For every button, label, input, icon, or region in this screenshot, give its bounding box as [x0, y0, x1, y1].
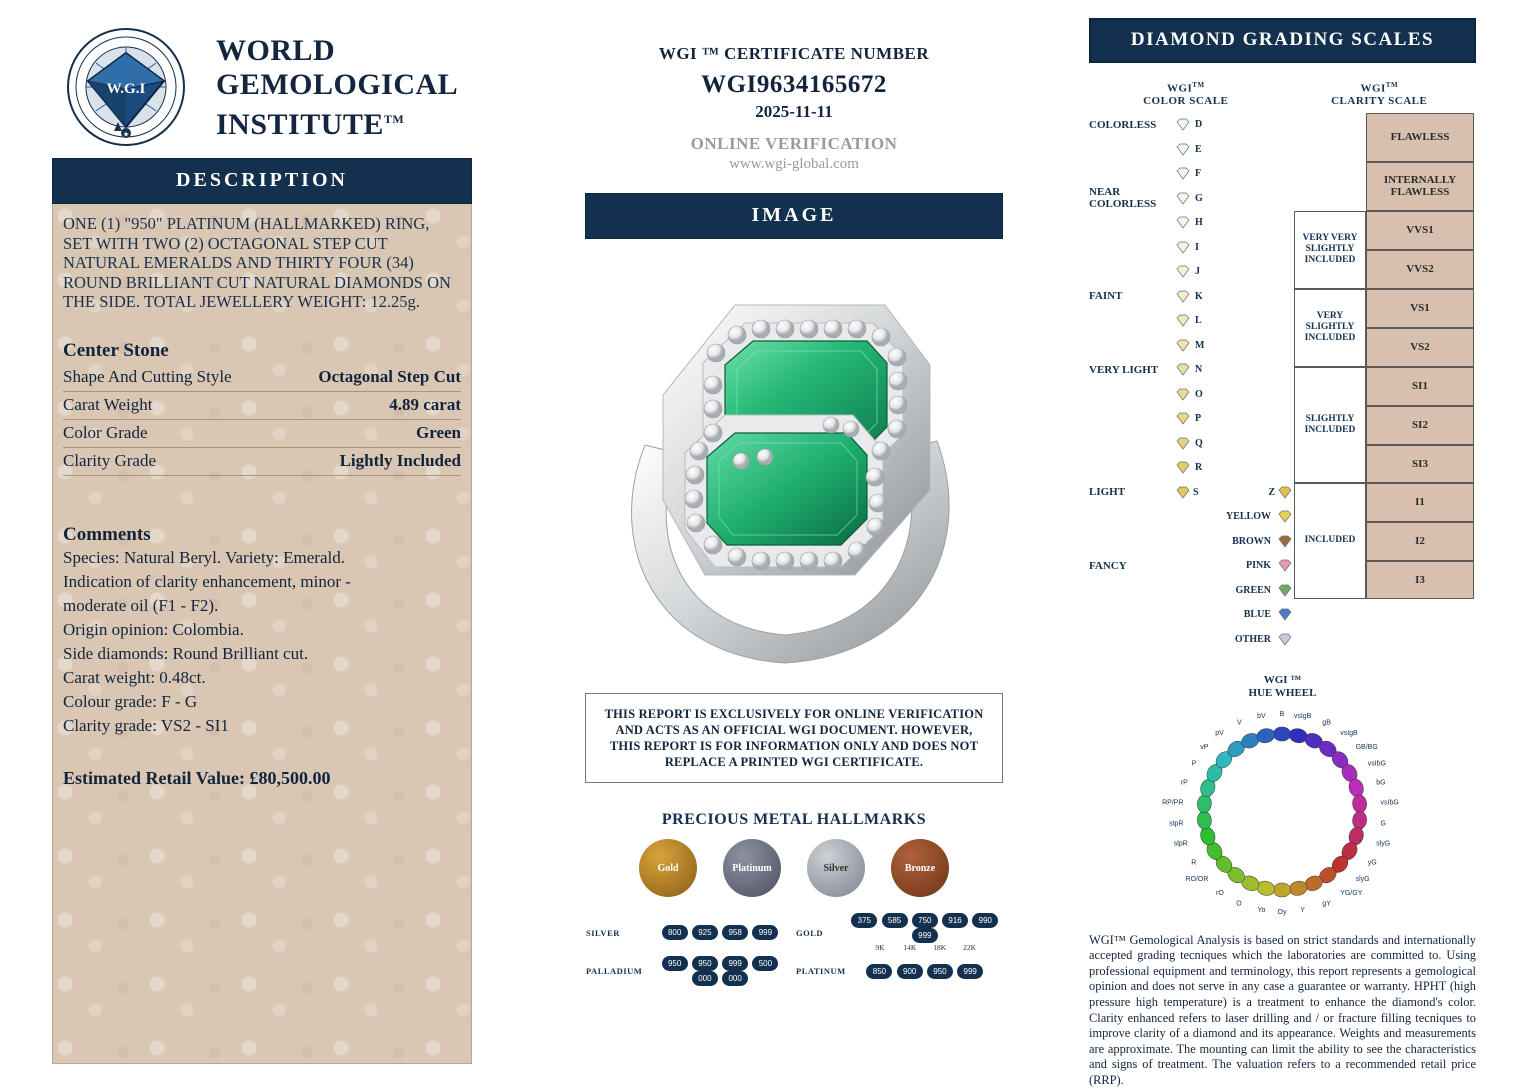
color-group-light: LIGHT S Z: [1089, 480, 1294, 505]
platinum-pills: [847, 954, 1003, 988]
silver-pills: [645, 911, 795, 954]
online-verification-label: ONLINE VERIFICATION: [690, 134, 898, 153]
brand-logo: [52, 18, 472, 158]
comment-line: Clarity grade: VS2 - SI1: [63, 715, 229, 735]
svg-text:GB/BG: GB/BG: [1355, 743, 1378, 751]
grading-scales-header: DIAMOND GRADING SCALES: [1089, 18, 1476, 63]
hallmark-pill: 999: [912, 928, 938, 943]
report-notice: THIS REPORT IS EXCLUSIVELY FOR ONLINE VERIFICATION AND ACTS AS AN OFFICIAL WGI DOCUMENT. HOWEVER, THIS REPORT IS FOR INFORMATION ONLY AND DOES NOT REPLACE A PRINTED WGI CERTIFICATE.: [585, 693, 1003, 783]
hallmark-pill: 916: [942, 913, 968, 928]
color-letter-row: M: [1089, 333, 1294, 358]
table-row: [585, 954, 1003, 988]
row-label: Shape And Cutting Style: [63, 366, 232, 386]
hallmark-pill: 375: [851, 913, 877, 928]
scale-headers: [1089, 81, 1476, 107]
fancy-row: GREEN: [1089, 578, 1294, 603]
hallmark-pill: 990: [972, 913, 998, 928]
right-column: [1089, 18, 1476, 1089]
comment-line: Colour grade: F - G: [63, 691, 198, 711]
svg-text:YG/GY: YG/GY: [1340, 889, 1363, 897]
fancy-row: BLUE: [1089, 603, 1294, 628]
row-value: Octagonal Step Cut: [318, 366, 461, 386]
svg-text:O: O: [1236, 900, 1242, 908]
fancy-row: BROWN: [1089, 529, 1294, 554]
clarity-i2: I2: [1366, 522, 1474, 561]
row-label: Color Grade: [63, 422, 148, 442]
clarity-scale-title: WGI™ CLARITY SCALE: [1331, 81, 1428, 107]
color-letter-row: I: [1089, 235, 1294, 260]
platinum-seal-icon: Platinum: [723, 839, 781, 897]
fancy-row: FANCY PINK: [1089, 554, 1294, 579]
clarity-vs1: VS1: [1366, 289, 1474, 328]
comment-line: Species: Natural Beryl. Variety: Emerald.: [63, 547, 345, 567]
bronze-seal-icon: Bronze: [891, 839, 949, 897]
color-scale: [1089, 113, 1294, 652]
platinum-label: PLATINUM: [796, 966, 846, 976]
gold-karat-subs: 9K 14K 18K 22K: [875, 943, 977, 952]
color-letter-row: E: [1089, 137, 1294, 162]
row-value: Lightly Included: [339, 450, 461, 470]
brand-name: [216, 34, 458, 142]
color-group-very-light: VERY LIGHT N: [1089, 363, 1203, 376]
svg-text:P: P: [1191, 760, 1197, 768]
svg-text:R: R: [1191, 859, 1197, 867]
clarity-scale: [1294, 113, 1474, 652]
svg-text:Oy: Oy: [1277, 908, 1287, 916]
fancy-row: YELLOW: [1089, 505, 1294, 530]
grading-scales: [1089, 81, 1476, 652]
hallmark-pill: 500: [752, 956, 778, 971]
table-row: [63, 364, 461, 392]
certificate-number: WGI9634165672: [701, 71, 887, 98]
hallmark-pill: 950: [927, 964, 953, 979]
hallmark-pill: 950: [662, 956, 688, 971]
svg-text:rP: rP: [1180, 779, 1188, 787]
image-header: IMAGE: [585, 193, 1003, 239]
clarity-if: INTERNALLY FLAWLESS: [1366, 162, 1474, 211]
description-header: DESCRIPTION: [52, 158, 472, 204]
comments-title: Comments: [63, 523, 151, 545]
svg-text:vsIgB: vsIgB: [1293, 712, 1312, 720]
clarity-vvs1: VVS1: [1366, 211, 1474, 250]
hallmark-pill: 999: [752, 925, 778, 940]
svg-text:bV: bV: [1257, 712, 1266, 720]
clarity-si1: SI1: [1366, 367, 1474, 406]
color-letter-row: F: [1089, 162, 1294, 187]
row-label: Clarity Grade: [63, 450, 156, 470]
table-row: [63, 448, 461, 476]
clarity-si2: SI2: [1366, 406, 1474, 445]
silver-seal-icon: Silver: [807, 839, 865, 897]
description-text: ONE (1) "950" PLATINUM (HALLMARKED) RING, SET WITH TWO (2) OCTAGONAL STEP CUT NATURAL EMERALDS AND THIRTY FOUR (34) ROUND BRILLIANT CUT NATURAL DIAMONDS ON THE SIDE. TOTAL JEWELLERY WEIGHT: 12.25g.: [63, 214, 451, 311]
clarity-i3: I3: [1366, 561, 1474, 599]
table-row: [585, 911, 1003, 954]
wgi-badge-icon: [52, 23, 212, 153]
palladium-pills: [645, 954, 795, 988]
hallmarks-title: PRECIOUS METAL HALLMARKS: [661, 811, 927, 828]
hallmark-pill: 999: [722, 956, 748, 971]
svg-text:gB: gB: [1322, 719, 1331, 727]
comment-line: Indication of clarity enhancement, minor -: [63, 571, 351, 591]
palladium-label: PALLADIUM: [586, 966, 643, 976]
svg-text:★: ★: [122, 131, 130, 139]
row-value: Green: [415, 422, 461, 442]
footer-disclaimer: WGI™ Gemological Analysis is based on strict standards and internationally accepted grading tecniques which the laboratories are committed to. Using professional equipment and terminology, this report represents a gemological opinion and does not serve in any case a guarantee or warranty. HPHT (high pressure high temperature) is a treatment to enhance the diamond's color. Clarity enhanced refers to laser drilling and / or fracture filling tecniques to improve clarity of a diamond and its appearance. Weights and measurements are approximate. The mounting can limit the ability to see the characteristics and signs of treatment. The valuation refers to a recommended retail price (RRP).: [1089, 932, 1476, 1087]
svg-text:G: G: [1380, 819, 1386, 827]
hallmark-pill: 958: [722, 925, 748, 940]
svg-text:stpR: stpR: [1169, 819, 1184, 827]
comment-line: moderate oil (F1 - F2).: [63, 595, 219, 615]
hue-wheel-title: WGI ™ HUE WHEEL: [1248, 673, 1317, 699]
silver-label: SILVER: [586, 927, 620, 938]
hallmark-pill: 999: [957, 964, 983, 979]
color-letter-row: O: [1089, 382, 1294, 407]
center-column: [585, 44, 1003, 988]
brand-line-1: WORLD: [216, 34, 336, 67]
color-scale-title: WGI™ COLOR SCALE: [1143, 81, 1229, 107]
clarity-vs2: VS2: [1366, 328, 1474, 367]
description-panel: [52, 204, 472, 1064]
gold-label: GOLD: [796, 927, 824, 938]
svg-text:yG: yG: [1367, 859, 1377, 867]
gold-pills: [847, 911, 1003, 954]
table-row: [63, 392, 461, 420]
svg-text:vsIbG: vsIbG: [1380, 799, 1399, 807]
certificate-label: WGI ™ CERTIFICATE NUMBER: [658, 44, 930, 63]
brand-line-3: INSTITUTE™: [216, 108, 405, 141]
clarity-group-vs: VERY SLIGHTLY INCLUDED: [1294, 289, 1366, 367]
svg-text:RP/PR: RP/PR: [1162, 799, 1184, 807]
hallmark-pill: 000: [722, 971, 748, 986]
hallmark-seals: [585, 839, 1003, 897]
hallmark-pill: 900: [897, 964, 923, 979]
row-label: Carat Weight: [63, 394, 153, 414]
svg-text:V: V: [1237, 719, 1242, 727]
comment-line: Carat weight: 0.48ct.: [63, 667, 206, 687]
color-group-faint: FAINT K: [1089, 290, 1203, 303]
svg-text:slyG: slyG: [1376, 840, 1391, 848]
svg-text:Yo: Yo: [1257, 906, 1266, 914]
clarity-group-vvs: VERY VERY SLIGHTLY INCLUDED: [1294, 211, 1366, 289]
ring-photo: [585, 245, 1003, 675]
hallmark-pill: 850: [866, 964, 892, 979]
svg-text:bG: bG: [1376, 779, 1386, 787]
comment-line: Side diamonds: Round Brilliant cut.: [63, 643, 309, 663]
svg-text:vP: vP: [1200, 743, 1209, 751]
hallmark-pill: 750: [912, 913, 938, 928]
fancy-row: OTHER: [1089, 627, 1294, 652]
color-letter-row: R: [1089, 456, 1294, 481]
clarity-flawless: FLAWLESS: [1366, 113, 1474, 162]
color-letter-row: L: [1089, 309, 1294, 334]
svg-text:slyG: slyG: [1355, 875, 1370, 883]
clarity-vvs2: VVS2: [1366, 250, 1474, 289]
hallmark-pill: 800: [662, 925, 688, 940]
svg-text:rO: rO: [1216, 889, 1224, 897]
center-stone-title: Center Stone: [63, 339, 169, 361]
svg-text:slpR: slpR: [1173, 840, 1188, 848]
comment-line: Origin opinion: Colombia.: [63, 619, 244, 639]
row-value: 4.89 carat: [389, 394, 461, 414]
clarity-group-i: INCLUDED: [1294, 483, 1366, 599]
left-column: [52, 18, 472, 1064]
verification-url[interactable]: www.wgi-global.com: [729, 156, 859, 172]
hue-wheel: [1089, 700, 1476, 925]
certificate-date: 2025-11-11: [755, 102, 833, 121]
color-letter-row: H: [1089, 211, 1294, 236]
clarity-group-si: SLIGHTLY INCLUDED: [1294, 367, 1366, 483]
brand-tm: TM: [383, 112, 405, 126]
hallmark-pill: 950: [692, 956, 718, 971]
svg-text:W.G.I: W.G.I: [106, 81, 146, 97]
clarity-i1: I1: [1366, 483, 1474, 522]
brand-line-2: GEMOLOGICAL: [216, 68, 459, 101]
color-letter-row: Q: [1089, 431, 1294, 456]
svg-text:pV: pV: [1215, 729, 1224, 737]
hallmark-pill: 925: [692, 925, 718, 940]
svg-text:vsIgB: vsIgB: [1340, 729, 1358, 737]
color-group-colorless: COLORLESS D: [1089, 118, 1203, 131]
color-letter-row: P: [1089, 407, 1294, 432]
svg-text:B: B: [1279, 710, 1285, 718]
table-row: [63, 420, 461, 448]
hallmark-pill: 000: [692, 971, 718, 986]
svg-text:gY: gY: [1322, 900, 1331, 908]
hallmark-pill: 585: [882, 913, 908, 928]
svg-text:Y: Y: [1300, 906, 1305, 914]
color-group-near-colorless: NEAR COLORLESS G: [1089, 186, 1203, 211]
svg-text:vsIbG: vsIbG: [1367, 760, 1386, 768]
svg-text:RO/OR: RO/OR: [1185, 875, 1209, 883]
gold-seal-icon: Gold: [639, 839, 697, 897]
clarity-si3: SI3: [1366, 445, 1474, 483]
estimated-retail-value: Estimated Retail Value: £80,500.00: [63, 767, 331, 788]
hallmark-table: [585, 911, 1003, 988]
color-letter-row: J: [1089, 260, 1294, 285]
